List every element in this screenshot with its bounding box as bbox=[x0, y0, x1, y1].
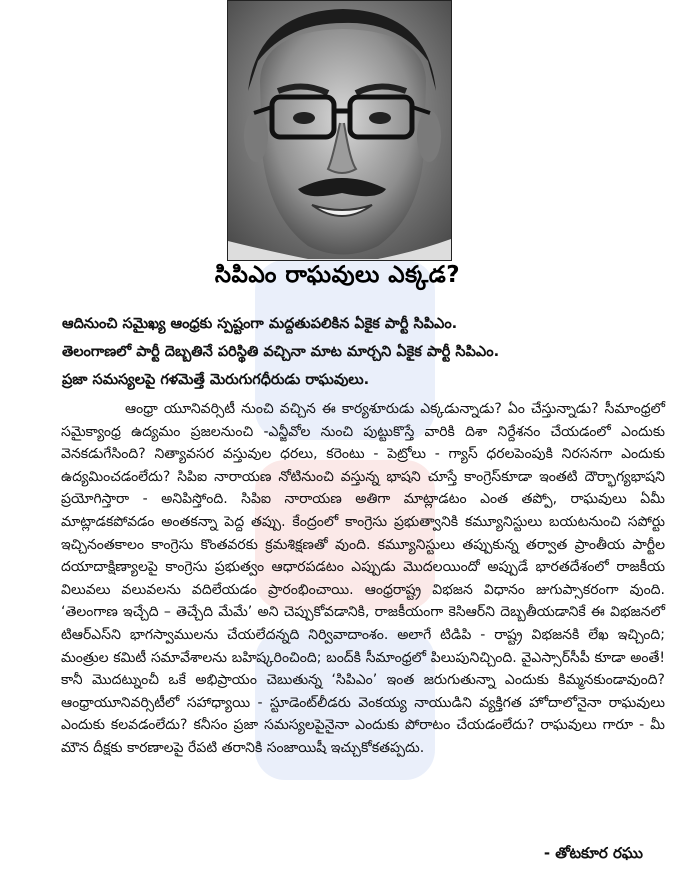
article-author: - తోటకూర రఘు bbox=[543, 844, 643, 862]
article-title: సిపిఎం రాఘవులు ఎక్కడ? bbox=[214, 262, 461, 288]
portrait-photo bbox=[227, 0, 452, 261]
article-highlights bbox=[62, 310, 662, 394]
article-body: ఆంధ్రా యూనివర్సిటీ నుంచి వచ్చిన ఈ కార్యశూరుడు ఎక్కడున్నాడు? ఏం చేస్తున్నాడు? సీమాంధ్రలో సమైక్యాంధ్ర ఉద్యమం ప్రజలనుంచి -ఎన్జీవోల నుంచి పుట్టుకొస్తే వారికి దిశా నిర్దేశనం చేయడంలో ఎందుకు వెనకడుగేసింది? నిత్యావసర వస్తువుల ధరలు, కరెంటు - పెట్రోలు - గ్యాస్ ధరలపెంపుకి నిరసనగా ఎందుకు ఉద్యమించడంలేదు? సిపిఐ నారాయణ నోటినుంచి వస్తున్న భాషని చూస్తే కాంగ్రెస్‌కూడా ఇంతటి దౌర్భాగ్యభాషని ప్రయోగిస్తారా - అనిపిస్తోంది. సిపిఐ నారాయణ అతిగా మాట్లాడటం ఎంత తప్పో, రాఘవులు ఏమీ మాట్లాడకపోవడం అంతకన్నా పెద్ద తప్పు. కేంద్రంలో కాంగ్రెసు ప్రభుత్వానికి కమ్యూనిస్టులు బయటనుంచి సపోర్టు ఇచ్చినంతకాలం కాంగ్రెసు కొంతవరకు క్రమశిక్షణతో వుంది. కమ్యూనిస్టులు తప్పుకున్న తర్వాత ప్రాంతీయ పార్టీల దయాదాక్షిణ్యాలపై కాంగ్రెసు ప్రభుత్వం ఆధారపడటం ఎప్పుడు మొదలయిందో అప్పుడే భారతదేశంలో రాజకీయ విలువలు వలువలను వదిలేయడం ప్రారంభించాయి. ఆంధ్రరాష్ట్ర విభజన విధానం జుగుప్సాకరంగా వుంది. ‘తెలంగాణ ఇచ్చేది – తెచ్చేది మేమే’ అని చెప్పుకోవడానికి, రాజకీయంగా కెసిఆర్‌ని దెబ్బతీయడానికే ఈ విభజనలో టిఆర్ఎస్‌ని భాగస్వాములను చేయలేదన్నది నిర్వివాదాంశం. అలాగే టిడిపి - రాష్ట్ర విభజనకి లేఖ ఇచ్చింది; మంత్రుల కమిటీ సమావేశాలను బహిష్కరించింది; బంద్‌కి సీమాంధ్రలో పిలుపునిచ్చింది. వైఎస్సార్‌సీపీ కూడా అంతే! కానీ మొదట్నుంచీ ఒకే అభిప్రాయం చెబుతున్న ‘సిపిఎం’ ఇంత జరుగుతున్నా ఎందుకు కిమ్మనకుండావుంది? ఆంధ్రాయూనివర్సిటీలో సహాధ్యాయి - స్టూడెంట్‌లీడరు వెంకయ్య నాయుడిని వ్యక్తిగత హోదాలోనైనా రాఘవులు ఎందుకు కలవడంలేదు? కనీసం ప్రజా సమస్యలపైనైనా ఎందుకు పోరాటం చేయడంలేదు? రాఘవులు గారూ - మీ మౌన దీక్షకు కారణాలపై రేపటి తరానికి సంజాయిషీ ఇచ్చుకోకతప్పదు. bbox=[61, 401, 665, 756]
highlight-line: తెలంగాణలో పార్టీ దెబ్బతినే పరిస్థితి వచ్చినా మాట మార్చని ఏకైక పార్టీ సిపిఎం. bbox=[62, 344, 500, 360]
highlight-line: ఆదినుంచి సమైఖ్య ఆంధ్రకు స్పష్టంగా మద్దతుపలికిన ఏకైక పార్టీ సిపిఎం. bbox=[62, 316, 458, 332]
highlight-line: ప్రజా సమస్యలపై గళమెత్తే మెరుగుగధీరుడు రాఘవులు. bbox=[62, 372, 370, 388]
